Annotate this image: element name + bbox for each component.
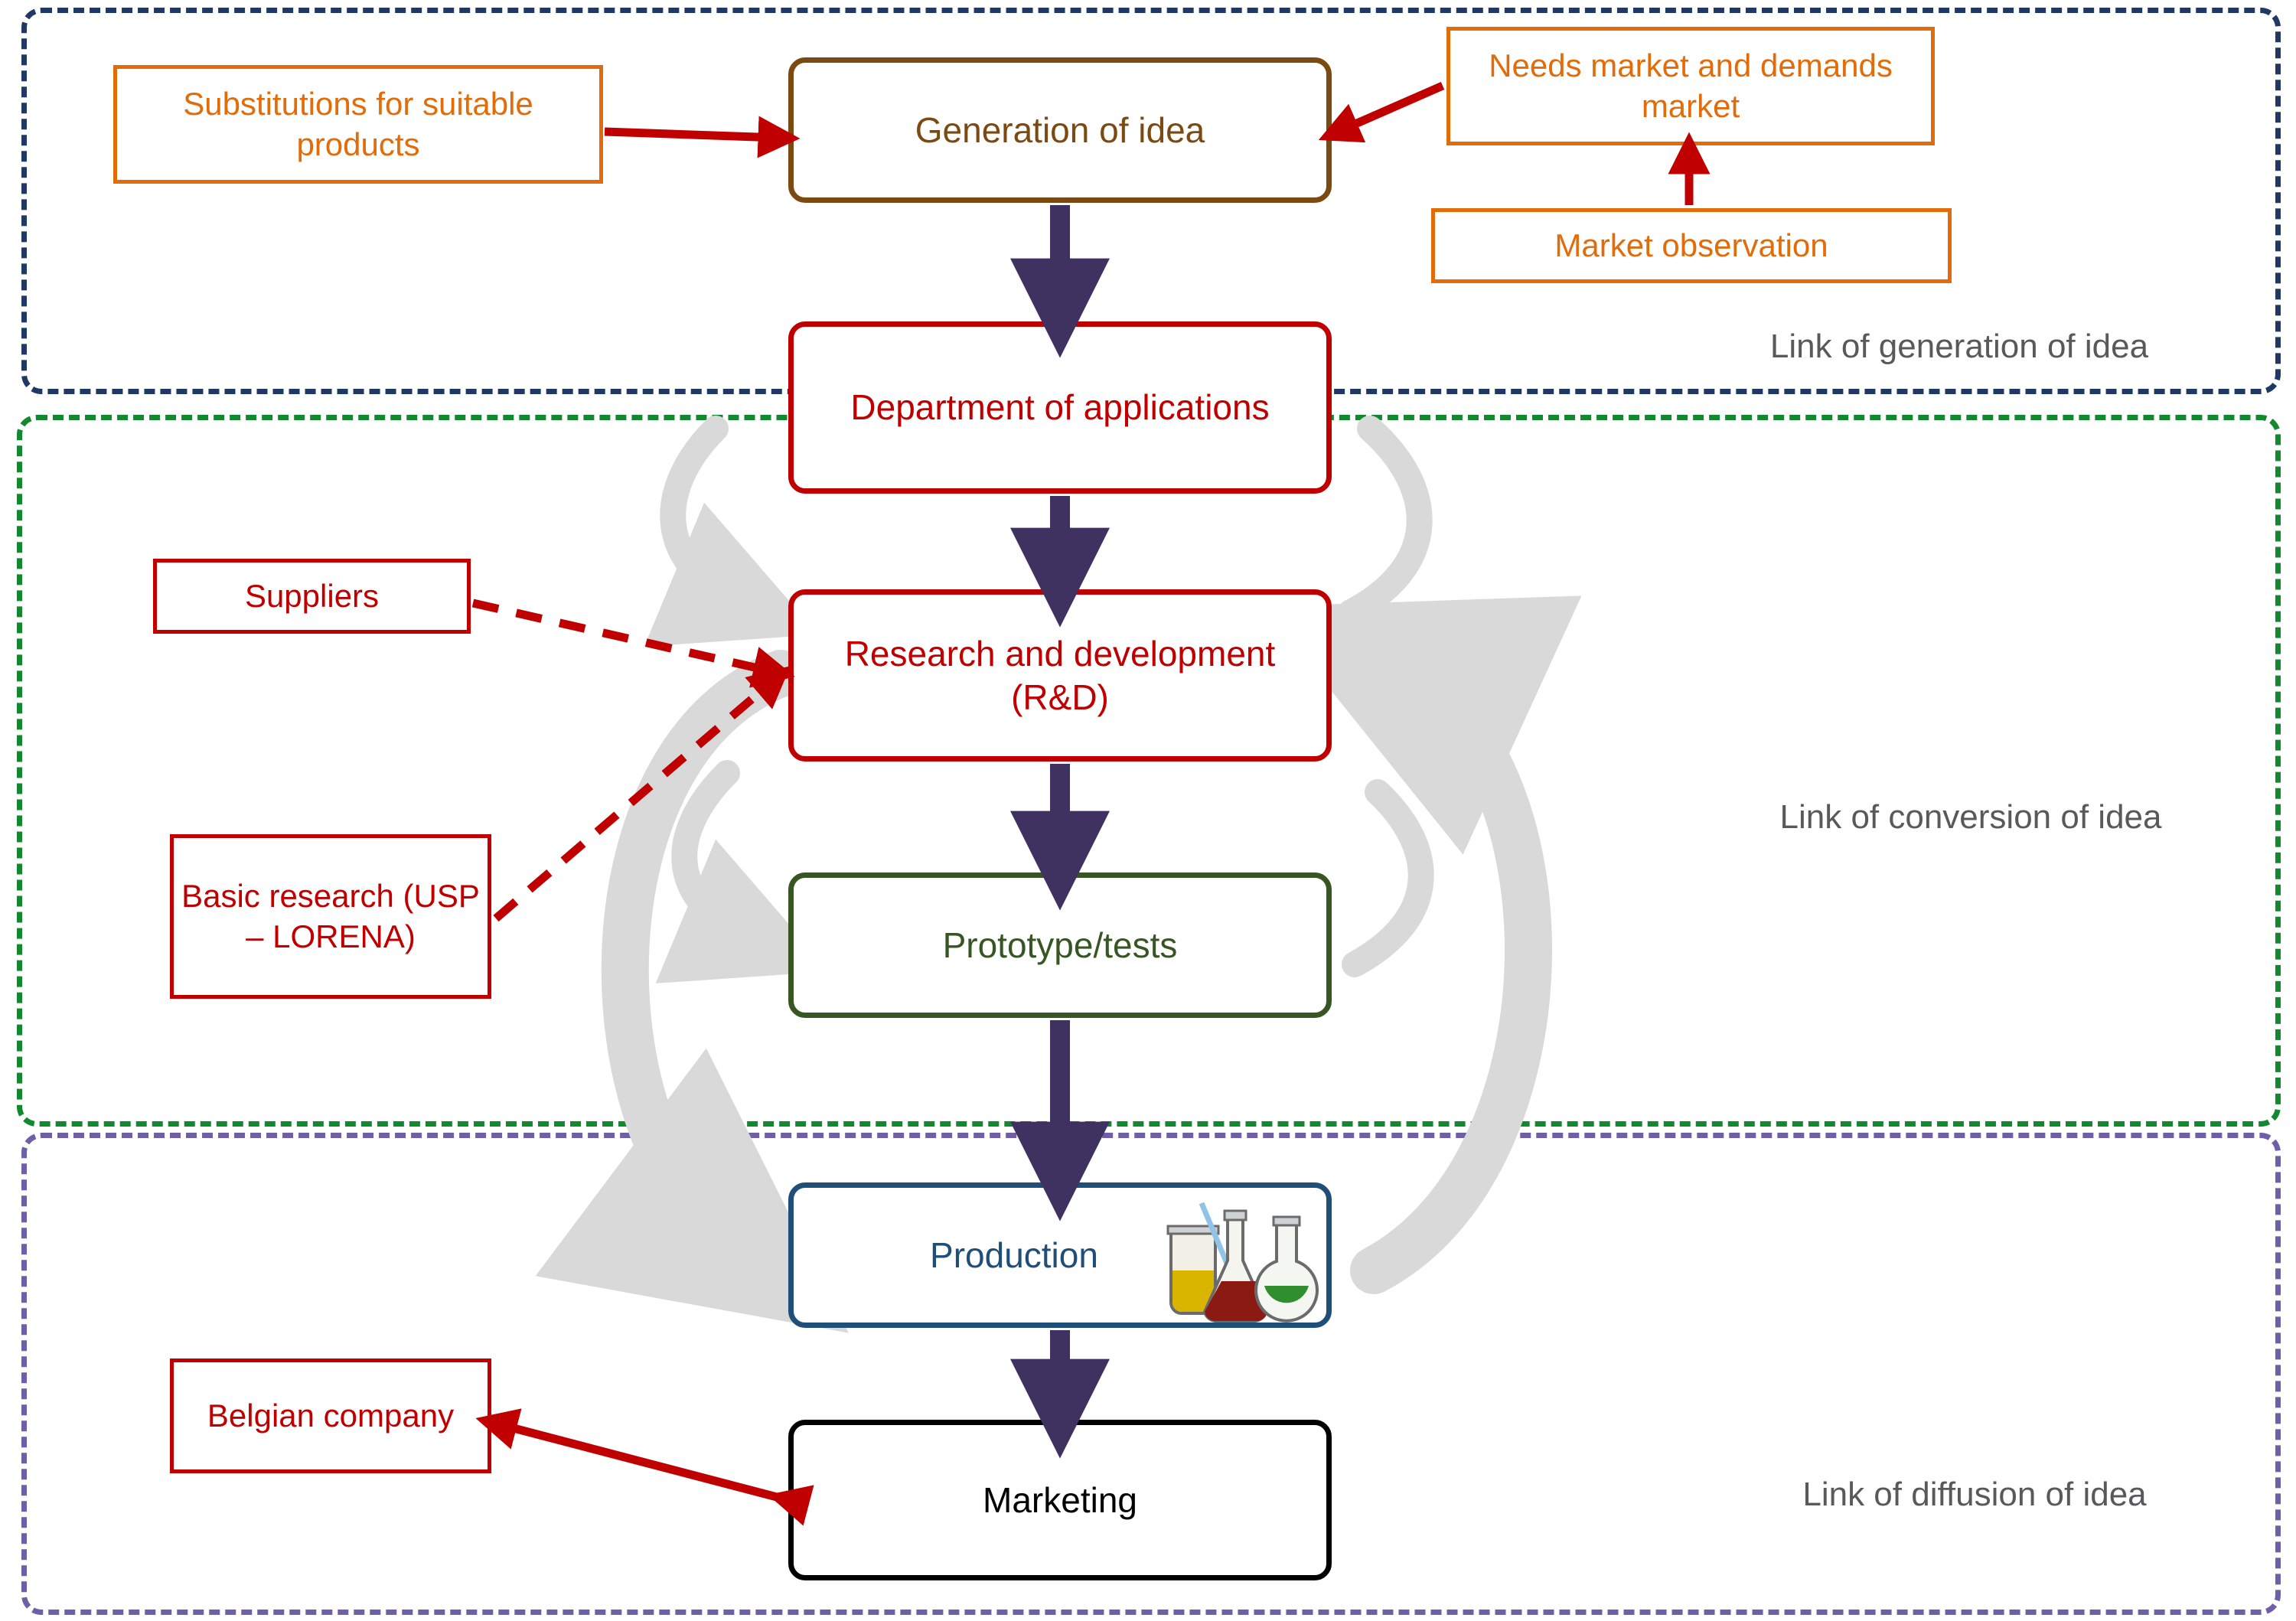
zone-diffusion-label: Link of diffusion of idea (1802, 1476, 2147, 1513)
side-box-needs-market-label: Needs market and demands market (1489, 47, 1893, 124)
node-research-and-development-label: Research and development (R&D) (844, 634, 1276, 717)
node-production-label: Production (930, 1235, 1098, 1275)
side-box-belgian-company-label: Belgian company (207, 1397, 455, 1433)
side-box-substitutions-label: Substitutions for suitable products (183, 86, 533, 162)
node-generation-of-idea-label: Generation of idea (915, 109, 1205, 150)
node-department-of-applications-label: Department of applications (850, 387, 1270, 428)
node-marketing-label: Marketing (983, 1479, 1137, 1520)
laboratory-flasks-icon (1148, 1188, 1320, 1324)
node-prototype-tests-label: Prototype/tests (942, 925, 1178, 965)
side-box-suppliers-label: Suppliers (244, 577, 380, 614)
zone-conversion-label: Link of conversion of idea (1779, 798, 2162, 836)
zone-generation-label: Link of generation of idea (1769, 328, 2149, 365)
side-box-basic-research-label: Basic research (USP – LORENA) (181, 878, 480, 954)
side-box-market-observation-label: Market observation (1554, 227, 1828, 263)
